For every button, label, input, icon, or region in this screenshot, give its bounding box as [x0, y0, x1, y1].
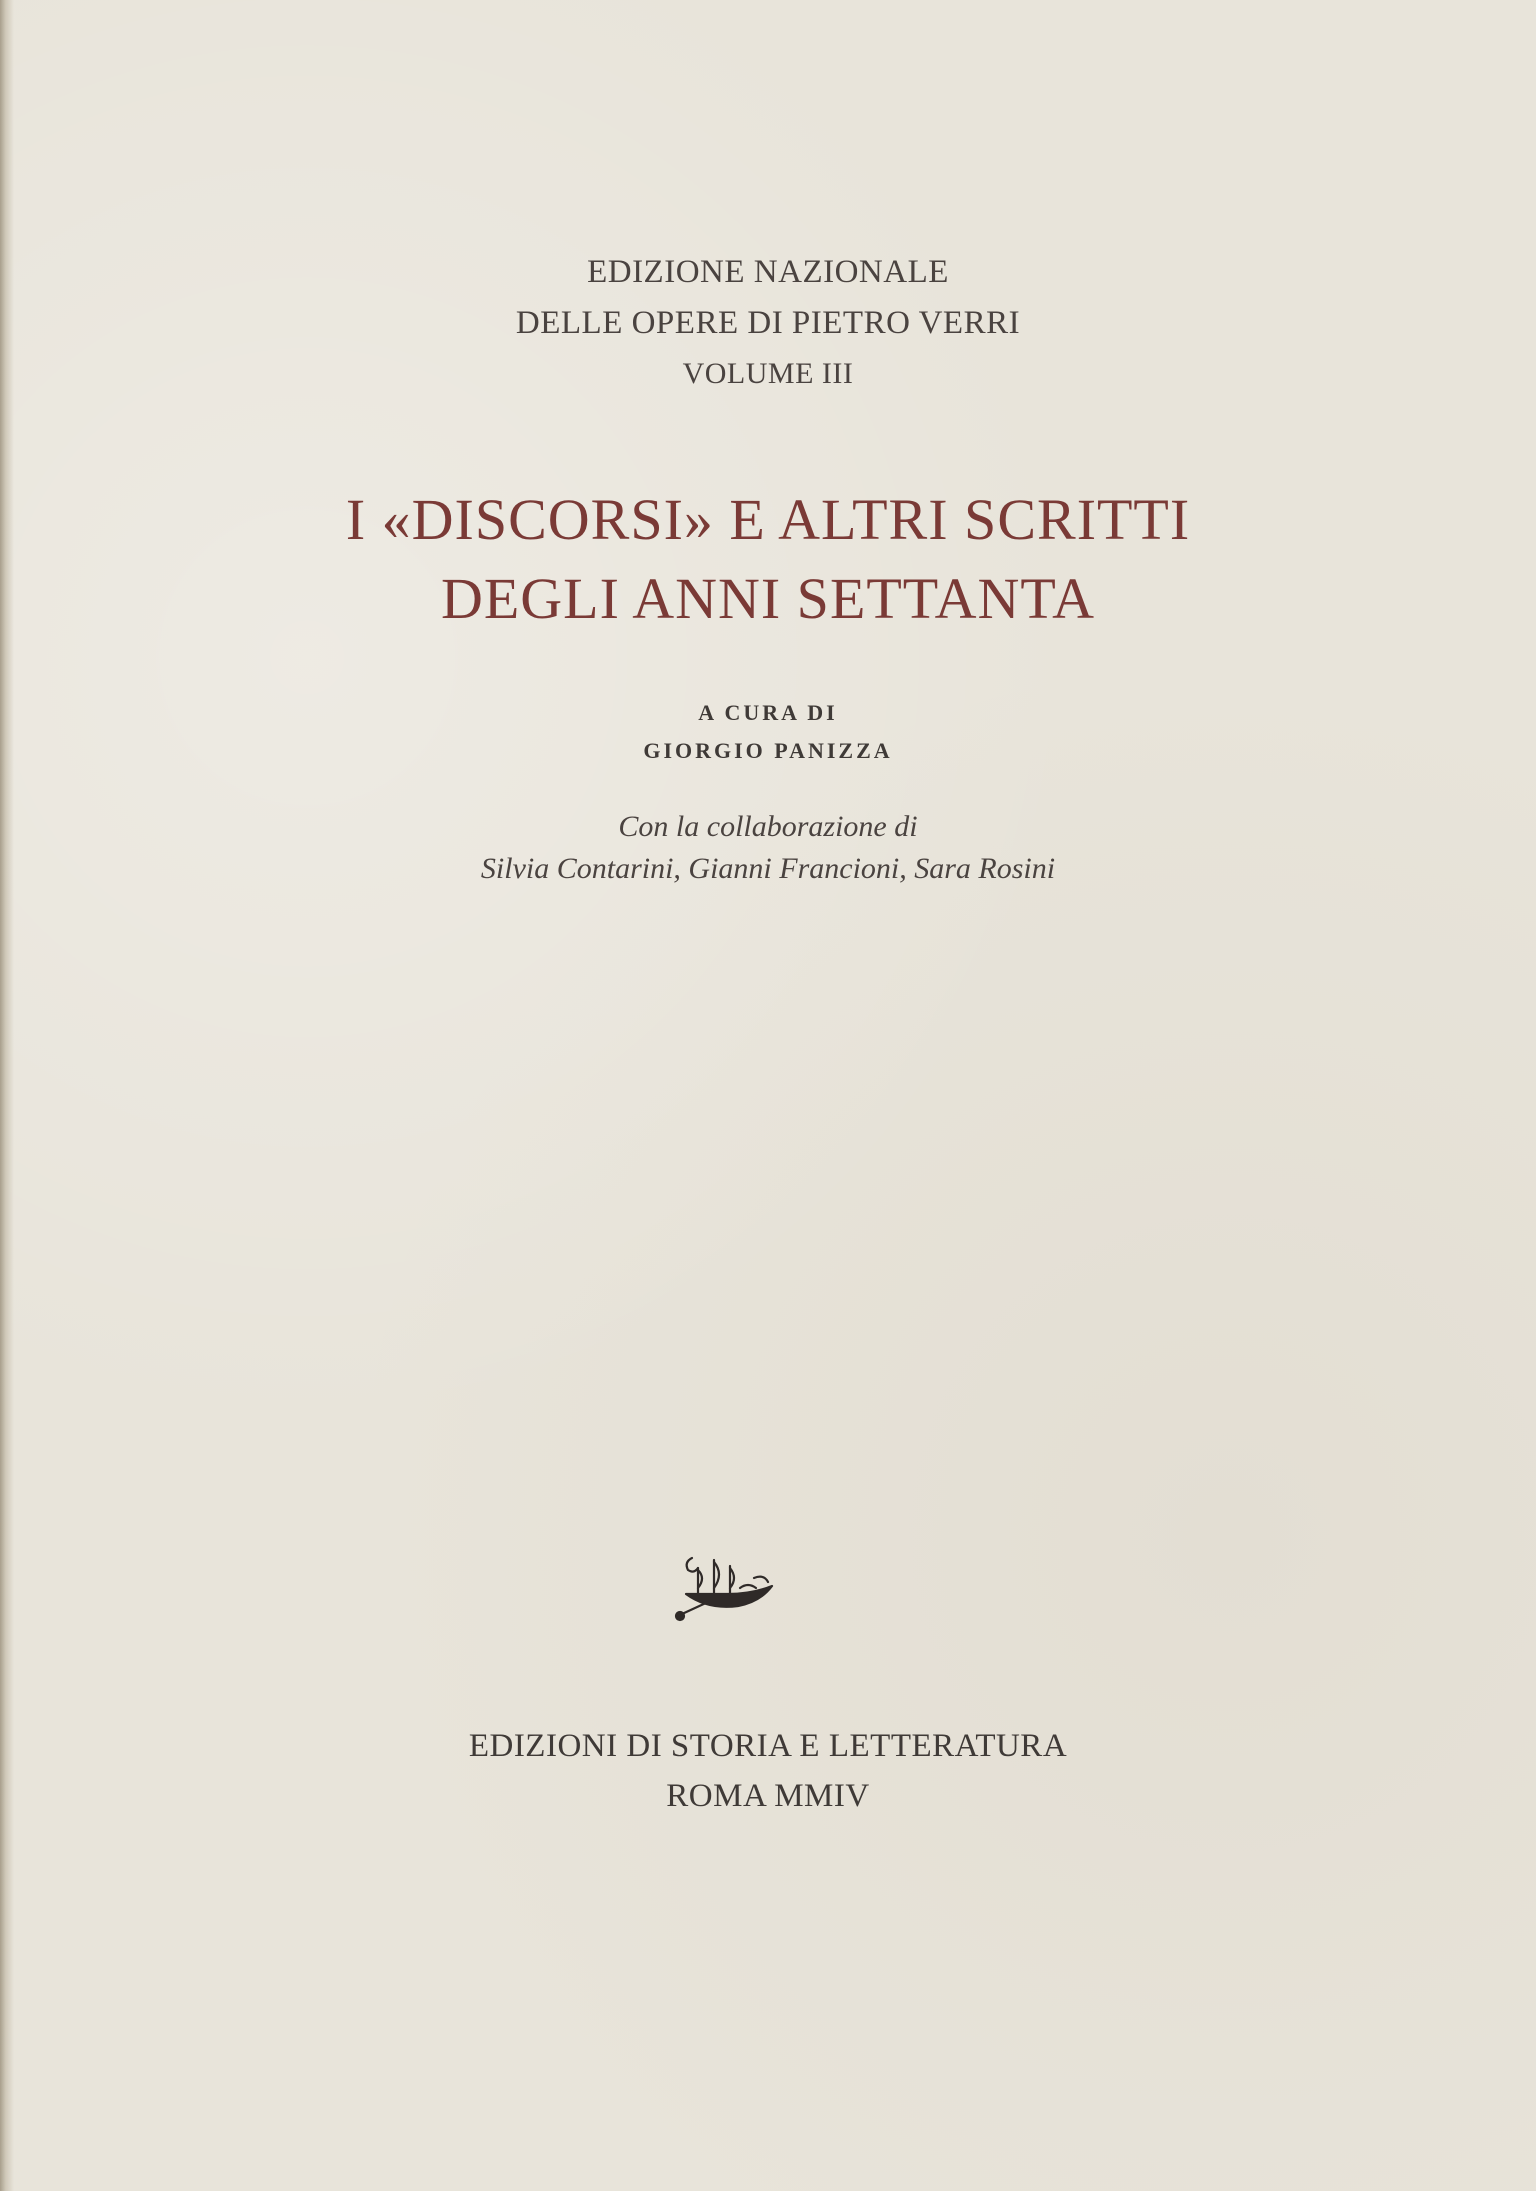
ship-emblem-icon	[668, 1548, 778, 1624]
publication-place-date: ROMA MMIV	[666, 1778, 870, 1814]
series-subtitle: DELLE OPERE DI PIETRO VERRI	[515, 305, 1021, 341]
book-title-line-1: I «DISCORSI» E ALTRI SCRITTI	[345, 487, 1191, 552]
editor-name: GIORGIO PANIZZA	[643, 738, 893, 763]
collaborators: Silvia Contarini, Gianni Francioni, Sara Rosini	[480, 852, 1056, 885]
collaboration-label: Con la collaborazione di	[618, 810, 918, 843]
editor-label: A CURA DI	[698, 700, 838, 725]
volume-number: VOLUME III	[682, 357, 854, 390]
book-title-line-2: DEGLI ANNI SETTANTA	[440, 566, 1096, 631]
series-title: EDIZIONE NAZIONALE	[587, 254, 949, 290]
publisher-name: EDIZIONI DI STORIA E LETTERATURA	[468, 1728, 1068, 1764]
